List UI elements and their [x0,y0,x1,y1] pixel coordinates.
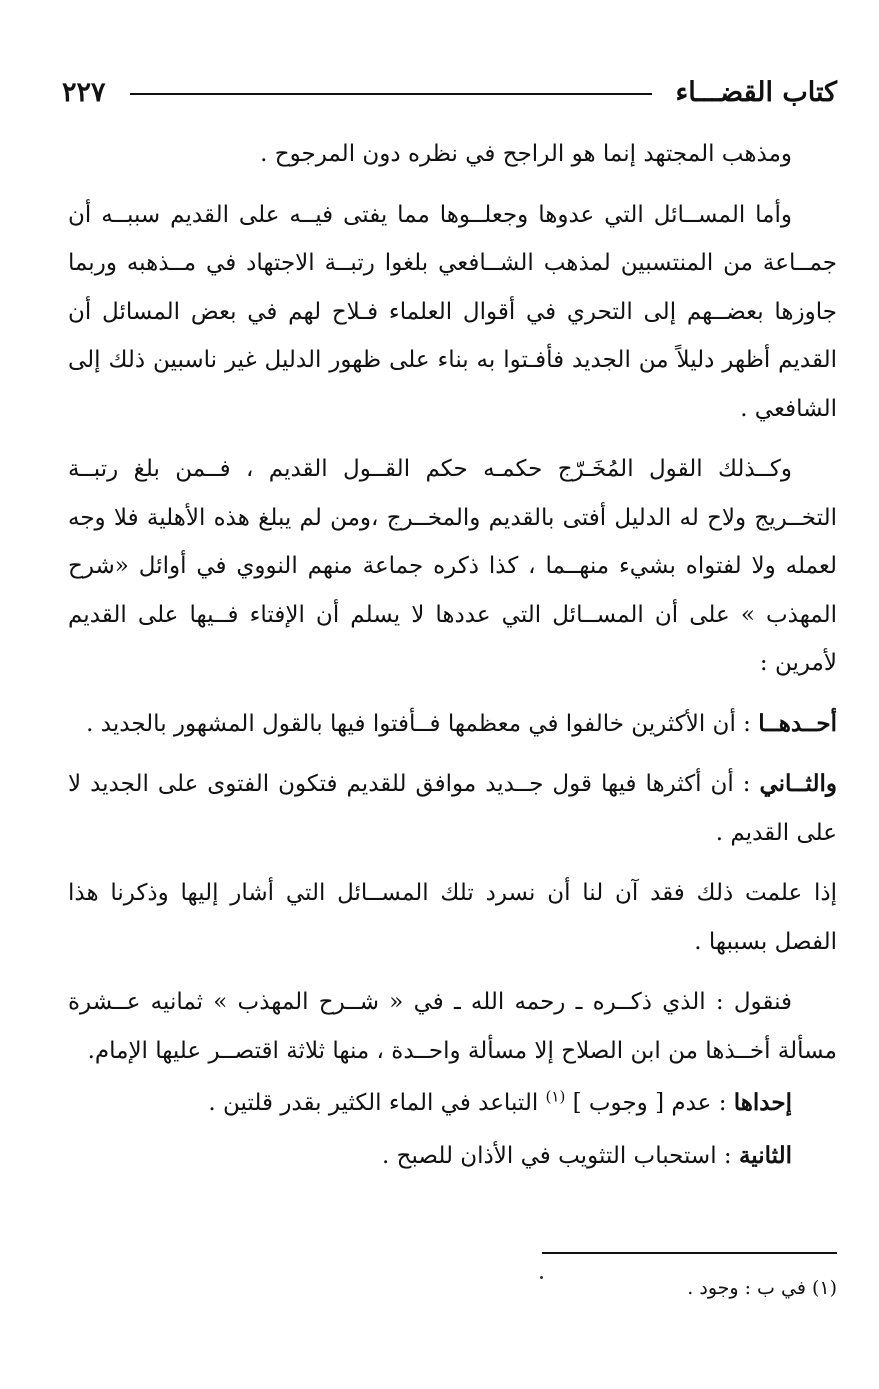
paragraph-text: : استحباب التثويب في الأذان للصبح . [381,1142,739,1169]
paragraph-lead: الثانية [738,1141,792,1169]
paragraph-lead: إحداها [733,1089,792,1116]
header-rule [130,93,652,95]
paragraph-text: إذا علمت ذلك فقد آن لنا أن نسرد تلك المســائل التي أشار إليها وذكرنا هذا الفصل بسببها . [68,880,837,955]
paragraph [68,1079,837,1128]
paragraph-text: وأما المســائل التي عدوها وجعلــوها مما يفتى فيــه على القديم سببــه أن جمــاعة من المنتسبين لمذهب الشــافعي بلغوا رتبــة الاجتهاد في مــذهبه وربما جاوزها بعضــهم إلى التحري في أقوال العلماء فـلاح لهم في بعض المسائل أن القديم أظهر دليلاً من الجديد فأفـتوا به بناء على ظهور الدليل غير ناسبين ذلك إلى الشافعي . [68,201,837,422]
paragraph-text: ومذهب المجتهد إنما هو الراجح في نظره دون المرجوح . [260,141,792,167]
paragraph [68,191,837,434]
paragraph [68,700,837,749]
footnote-reference[interactable]: (١) [545,1087,566,1106]
body-text [68,130,837,1184]
paragraph [68,978,837,1075]
paragraph [68,869,837,966]
paragraph [68,760,837,857]
page-number: ٢٢٧ [62,76,106,108]
paragraph-lead: والثــاني [759,770,837,797]
footnote-rule [542,1252,837,1254]
footnote: (١) في ب : وجود . [687,1277,837,1299]
paragraph-lead: أحــدهــا [758,709,837,737]
paragraph-text: : عدم [ وجوب ] [572,1090,734,1116]
paragraph-text: : أن أكثرها فيها قول جــديد موافق للقديم فتكون الفتوى على الجديد لا على القديم . [68,771,837,846]
paragraph-text: وكــذلك القول المُخَـرّج حكمـه حكم القــول القديم ، فــمن بلغ رتبــة التخــريج ولاح له الدليل أفتى بالقديم والمخــرج ،ومن لم يبلغ هذه الأهلية فلا وجه لعمله ولا لفتواه بشيء منهــما ، كذا ذكره جماعة منهم النووي في أوائل «شرح المهذب » على أن المســائل التي عددها لا يسلم أن الإفتاء فــيها على القديم لأمرين : [68,456,837,676]
paragraph [68,130,837,179]
paragraph [68,1132,837,1181]
running-title: كتاب القضـــاء [675,76,837,108]
paragraph [68,445,837,688]
paragraph-text: : أن الأكثرين خالفوا في معظمها فــأفتوا فيها بالقول المشهور بالجديد . [86,710,759,737]
paragraph-text: فنقول : الذي ذكــره ـ رحمه الله ـ في « شــرح المهذب » ثمانيه عــشرة مسألة أخــذها من ابن الصلاح إلا مسألة واحــدة ، منها ثلاثة اقتصــر عليها الإمام. [68,989,837,1064]
page-header [62,70,837,114]
paragraph-text: التباعد في الماء الكثير بقدر قلتين . [208,1090,546,1116]
